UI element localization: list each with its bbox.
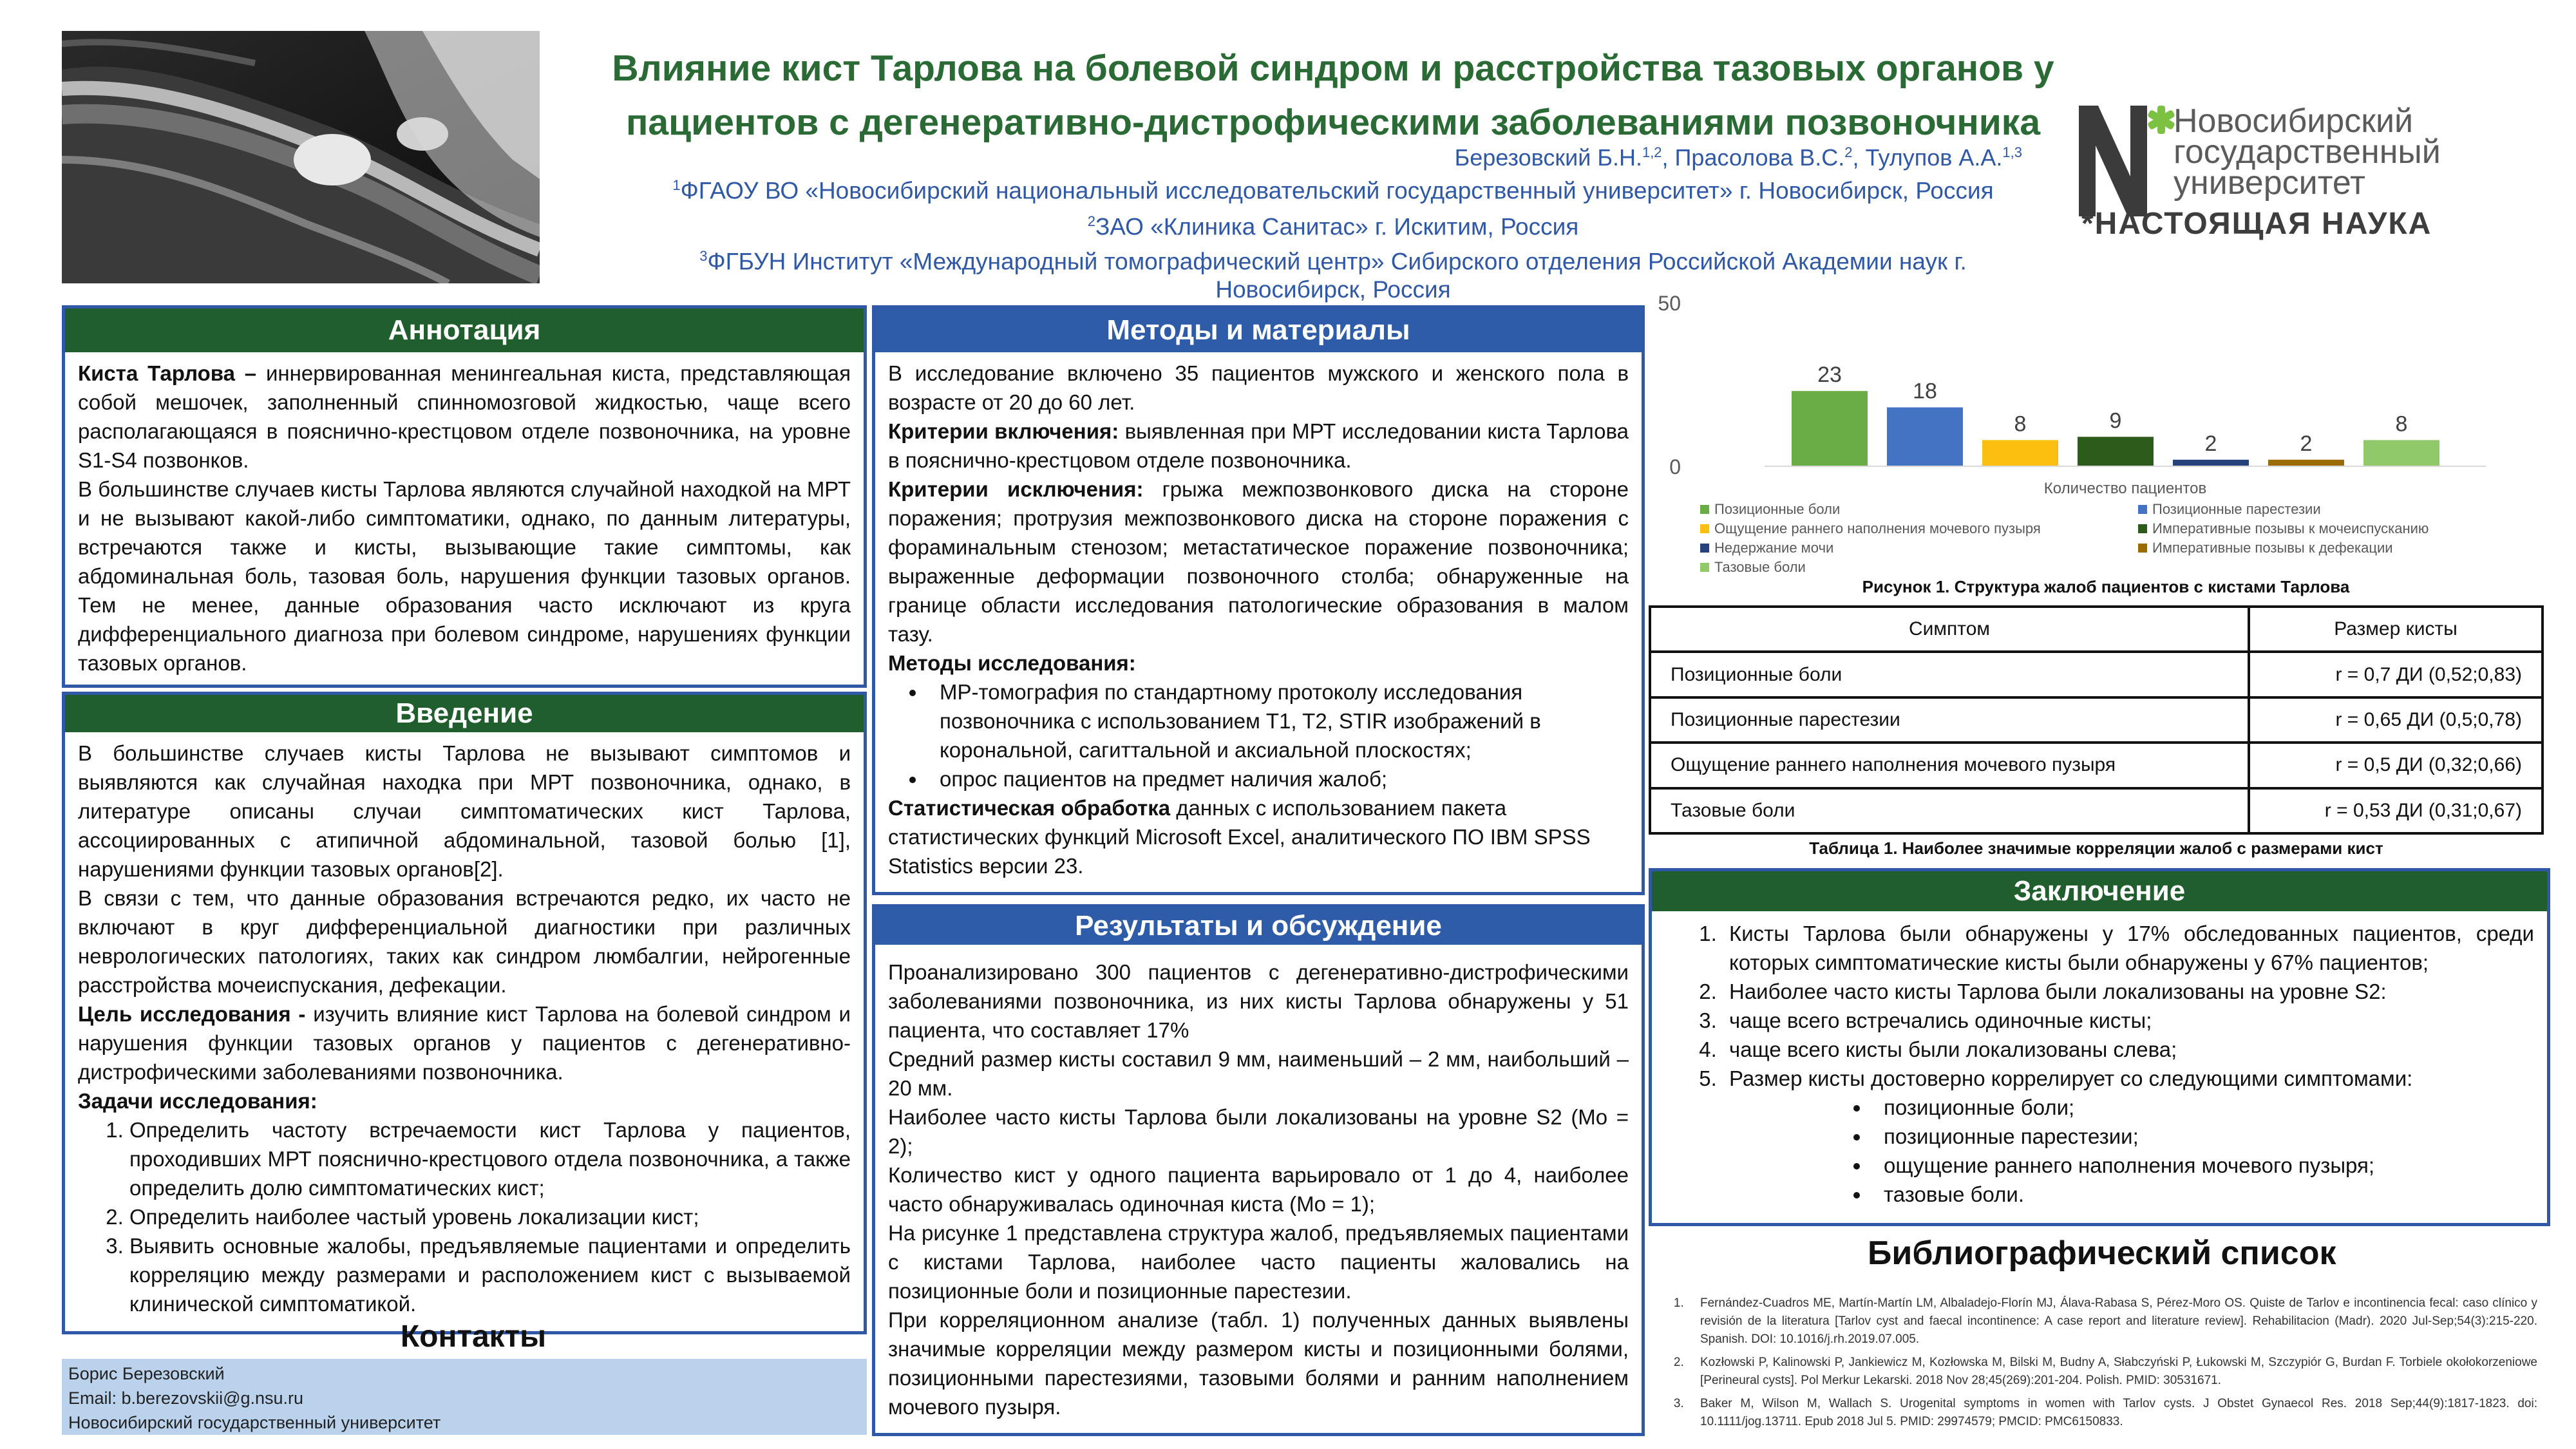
intro-body	[65, 732, 864, 1331]
annotation-p2: В большинстве случаев кисты Тарлова являются случайной находкой на МРТ и не вызывают какой-либо симптоматики, однако, по данным литературы, встречаются также и кисты, вызывающие такие симптомы, как абдоминальная боль, тазовая боль, нарушения функции тазовых органов. Тем не менее, данные образования часто исключают из круга дифференциального диагноза при болевом синдроме, нарушениях функции тазовых органов.	[78, 477, 851, 675]
logo-text	[2174, 102, 2441, 202]
data-label: 2	[2300, 431, 2313, 456]
contact-name: Борис Березовский	[68, 1364, 225, 1383]
contact-email[interactable]: Email: b.berezovskii@g.nsu.ru	[68, 1388, 304, 1408]
table-cell: Позиционные боли	[1650, 652, 2249, 697]
affiliation-3-text: ФГБУН Институт «Международный томографический центр» Сибирского отделения Российской Академии наук г.	[707, 248, 1967, 275]
table-header: Симптом	[1650, 607, 2249, 652]
logo-line-1: Новосибирский	[2174, 102, 2414, 140]
intro-p1: В большинстве случаев кисты Тарлова не вызывают симптомов и выявляются как случайная находка при МРТ позвоночника, однако, в литературе описаны случаи симптоматических кист Тарлова, ассоциированных с атипичной абдоминальной, тазовой болью [1], нарушениями функции тазовых органов[2].	[78, 741, 851, 881]
legend-entry: Ощущение раннего наполнения мочевого пузыря	[1714, 520, 2041, 536]
stat-text: данных с использованием пакета статистических функций Microsoft Excel, аналитического ПО IBM SPSS Statistics версии 23.	[888, 796, 1591, 878]
methods-list	[888, 677, 1629, 793]
methods-body	[875, 352, 1642, 892]
legend-swatch	[1700, 544, 1709, 553]
reference-item: 1. Fernández-Cuadros ME, Martín-Martín LM, Albaladejo-Florín MJ, Álava-Rabasa S, Pérez-Moro OS. Quiste de Tarlov e incontinencia fecal: caso clínico y revisión de la literatura [Tarlov cyst and faecal incontinence: A case report and literature review]. Rehabilitacion (Madr). 2020 Jul-Sep;54(3):215-220. Spanish. DOI: 10.1016/j.rh.2019.07.005.	[1687, 1294, 2537, 1349]
conclusion-list	[1665, 919, 2534, 1093]
title-line-1: Влияние кист Тарлова на болевой синдром и расстройства тазовых органов у	[612, 48, 2054, 89]
table	[1649, 605, 2544, 835]
table-cell: r = 0,7 ДИ (0,52;0,83)	[2249, 652, 2543, 697]
affiliation-2-text: ЗАО «Клиника Санитас» г. Искитим, Россия	[1095, 213, 1579, 240]
list-item: 1. Определить частоту встречаемости кист Тарлова у пациентов, проходивших МРТ пояснично-крестцового отдела позвоночника, а также определить долю симптоматических кист;	[129, 1115, 851, 1202]
affiliation-2	[554, 205, 2112, 243]
conclusion-sublist	[1665, 1093, 2534, 1209]
intro-panel	[62, 692, 867, 1334]
legend-swatch	[2138, 524, 2147, 533]
table-cell: Ощущение раннего наполнения мочевого пузыря	[1650, 743, 2249, 788]
chart-bar	[1887, 408, 1963, 466]
intro-tasks-heading: Задачи исследования:	[78, 1089, 317, 1113]
intro-p2: В связи с тем, что данные образования встречаются редко, их часто не включают в круг дифференциальной диагностики при различных неврологических патологиях, таких как синдром люмбалгии, нейрогенные расстройства мочеиспускания, дефекации.	[78, 886, 851, 997]
conclusion-body	[1652, 911, 2547, 1223]
results-p5: На рисунке 1 представлена структура жалоб, предъявляемых пациентами с кистами Тарлова, наиболее часто пациенты жаловались на позиционные боли и позиционные парестезии.	[888, 1221, 1629, 1303]
intro-aim-label: Цель исследования -	[78, 1002, 306, 1026]
annotation-body	[65, 352, 864, 685]
annotation-p1-text: иннервированная менингеальная киста, представляющая собой мешочек, заполненный спинномозговой жидкостью, чаще всего располагающаяся в пояснично-крестцовом отделе позвоночника, на уровне S1-S4 позвонков.	[78, 361, 851, 472]
table-cell: r = 0,5 ДИ (0,32;0,66)	[2249, 743, 2543, 788]
legend-swatch	[1700, 563, 1709, 572]
contacts-box	[62, 1359, 867, 1435]
list-item: • МР-томография по стандартному протоколу исследования позвоночника с использованием T1, T2, STIR изображений в корональной, сагиттальной и аксиальной плоскостях;	[927, 677, 1629, 764]
list-item: • тазовые боли.	[1871, 1180, 2534, 1209]
list-item: 4. чаще всего кисты были локализованы слева;	[1723, 1035, 2534, 1064]
poster-title	[554, 41, 2112, 149]
methods-mm-heading: Методы исследования:	[888, 651, 1136, 675]
legend-swatch	[2138, 505, 2147, 514]
contacts-heading: Контакты	[400, 1320, 547, 1354]
data-label: 2	[2204, 431, 2217, 456]
legend-entry: Императивные позывы к мочеиспусканию	[2152, 520, 2429, 536]
chart-bar	[2078, 437, 2154, 466]
legend-entry: Императивные позывы к дефекации	[2152, 540, 2393, 556]
table-header-row	[1650, 607, 2543, 652]
bibliography-list	[1649, 1294, 2537, 1436]
contact-org: Новосибирский государственный университет	[68, 1413, 441, 1432]
methods-exclusion	[888, 475, 1629, 649]
results-p1: Проанализировано 300 пациентов с дегенеративно-дистрофическими заболеваниями позвоночника, из них кисты Тарлова обнаружены у 51 пациента, что составляет 17%	[888, 960, 1629, 1042]
list-item: • опрос пациентов на предмет наличия жалоб;	[927, 764, 1629, 793]
inclusion-text: выявленная при МРТ исследовании киста Тарлова в пояснично-крестцовом отделе позвоночника.	[888, 419, 1629, 472]
list-item: • позиционные боли;	[1871, 1093, 2534, 1122]
legend-entry: Позиционные боли	[1714, 501, 1841, 517]
conclusion-panel	[1649, 868, 2550, 1226]
reference-item: 2. Kozłowski P, Kalinowski P, Jankiewicz M, Kozłowska M, Bilski M, Budny A, Słabczyński P, Łukowski M, Szczypiór G, Burdan F. Torbiele okołokorzeniowe [Perineural cysts]. Pol Merkur Lekarski. 2018 Nov 28;45(269):201-204. Polish. PMID: 30531671.	[1687, 1354, 2537, 1390]
author-1-sup: 1,2	[1642, 144, 1662, 160]
author-1: Березовский Б.Н.	[1454, 144, 1642, 171]
table-row	[1650, 788, 2543, 833]
legend-entry: Позиционные парестезии	[2152, 501, 2321, 517]
results-p2: Средний размер кисты составил 9 мм, наименьший – 2 мм, наибольший – 20 мм.	[888, 1047, 1629, 1100]
data-label: 8	[2014, 412, 2027, 437]
figure-caption: Рисунок 1. Структура жалоб пациентов с кистами Тарлова	[1862, 577, 2350, 596]
affiliation-1-sup: 1	[672, 177, 681, 193]
nsu-logo-icon	[2079, 106, 2147, 216]
results-body	[875, 945, 1642, 1433]
annotation-panel	[62, 305, 867, 688]
chart-bar	[2173, 460, 2249, 466]
chart-bar	[1982, 440, 2058, 466]
chart-bar	[1792, 391, 1868, 466]
table-cell: r = 0,53 ДИ (0,31;0,67)	[2249, 788, 2543, 833]
y-tick-label: 0	[1669, 455, 1681, 478]
methods-inclusion	[888, 417, 1629, 475]
annotation-heading: Аннотация	[65, 308, 864, 352]
conclusion-heading: Заключение	[1652, 871, 2547, 911]
author-2: , Прасолова В.С.	[1662, 144, 1845, 171]
annotation-p1	[78, 359, 851, 475]
methods-p1: В исследование включено 35 пациентов мужского и женского пола в возрасте от 20 до 60 лет.	[888, 361, 1629, 414]
bibliography-heading: Библиографический список	[1868, 1235, 2336, 1272]
table-caption: Таблица 1. Наиболее значимые корреляции жалоб с размерами кист	[1809, 838, 2383, 858]
list-item: 3. чаще всего встречались одиночные кисты;	[1723, 1006, 2534, 1035]
results-p3: Наиболее часто кисты Тарлова были локализованы на уровне S2 (Mo = 2);	[888, 1105, 1629, 1158]
methods-stat	[888, 793, 1629, 880]
list-item: 1. Кисты Тарлова были обнаружены у 17% обследованных пациентов, среди которых симптоматические кисты были обнаружены у 67% пациентов;	[1723, 919, 2534, 977]
affiliation-2-sup: 2	[1087, 213, 1095, 229]
exclusion-text: грыжа межпозвонкового диска на стороне поражения; протрузия межпозвонкового диска на стороне поражения с фораминальным стенозом; метастатическое поражение позвоночника; выраженные деформации позвоночного столба; обнаруженные на границе области исследования патологические образования в малом тазу.	[888, 477, 1629, 646]
affiliation-3-line-2: Новосибирск, Россия	[1215, 276, 1451, 303]
table-cell: Позиционные парестезии	[1650, 697, 2249, 743]
legend-swatch	[1700, 505, 1709, 514]
intro-aim	[78, 999, 851, 1086]
stat-label: Статистическая обработка	[888, 796, 1171, 820]
affiliation-3-sup: 3	[699, 248, 708, 264]
affiliation-1-text: ФГАОУ ВО «Новосибирский национальный исследовательский государственный университет» г. Новосибирск, Россия	[680, 177, 1994, 204]
results-panel	[872, 904, 1645, 1436]
legend-swatch	[1700, 524, 1709, 533]
table-row	[1650, 697, 2543, 743]
table-cell: r = 0,65 ДИ (0,5;0,78)	[2249, 697, 2543, 743]
table-header: Размер кисты	[2249, 607, 2543, 652]
mri-image	[62, 31, 540, 283]
list-item: 2. Определить наиболее частый уровень локализации кист;	[129, 1202, 851, 1231]
affiliation-1	[554, 169, 2112, 207]
authors	[554, 138, 2022, 173]
table-cell: Тазовые боли	[1650, 788, 2249, 833]
list-item: 5. Размер кисты достоверно коррелирует со следующими симптомами:	[1723, 1064, 2534, 1093]
reference-item: 3. Baker M, Wilson M, Wallach S. Urogenital symptoms in women with Tarlov cysts. J Obstet Gynaecol Res. 2018 Sep;44(9):1817-1823. doi: 10.1111/jog.13711. Epub 2018 Jul 5. PMID: 29974579; PMCID: PMC6150833.	[1687, 1395, 2537, 1431]
table-row	[1650, 743, 2543, 788]
methods-heading: Методы и материалы	[875, 308, 1642, 352]
chart-bar	[2363, 440, 2439, 466]
annotation-term: Киста Тарлова –	[78, 361, 257, 385]
y-tick-label: 50	[1658, 292, 1681, 315]
data-label: 23	[1817, 363, 1842, 388]
logo-line-3: университет	[2174, 164, 2365, 202]
intro-aim-text: изучить влияние кист Тарлова на болевой синдром и нарушения функции тазовых органов у пациентов с дегенеративно-дистрофическими заболеваниями позвоночника.	[78, 1002, 851, 1084]
data-label: 9	[2109, 408, 2122, 433]
title-line-2: пациентов с дегенеративно-дистрофическими заболеваниями позвоночника	[625, 102, 2041, 143]
data-label: 8	[2395, 412, 2408, 437]
chart-bar	[2268, 460, 2344, 466]
list-item: • позиционные парестезии;	[1871, 1122, 2534, 1151]
methods-panel	[872, 305, 1645, 895]
legend-entry: Недержание мочи	[1714, 540, 1834, 556]
table-row	[1650, 652, 2543, 697]
list-item: • ощущение раннего наполнения мочевого пузыря;	[1871, 1151, 2534, 1180]
list-item: 2. Наиболее часто кисты Тарлова были локализованы на уровне S2:	[1723, 977, 2534, 1006]
data-label: 18	[1913, 379, 1937, 404]
correlation-table	[1649, 605, 2544, 835]
complaints-chart	[1649, 283, 2563, 586]
logo-line-2: государственный	[2174, 133, 2441, 171]
x-axis-label: Количество пациентов	[2043, 480, 2207, 497]
legend-swatch	[2138, 544, 2147, 553]
logo-slogan: *НАСТОЯЩАЯ НАУКА	[2081, 207, 2432, 241]
legend-entry: Тазовые боли	[1714, 559, 1806, 575]
intro-tasks-list	[78, 1115, 851, 1318]
results-p4: Количество кист у одного пациента варьировало от 1 до 4, наиболее часто обнаруживалась одиночная киста (Mo = 1);	[888, 1163, 1629, 1216]
results-p6: При корреляционном анализе (табл. 1) полученных данных выявлены значимые корреляции между размером кисты и позиционными болями, позиционными парестезиями, тазовыми болями и ранним наполнением мочевого пузыря.	[888, 1308, 1629, 1419]
list-item: 3. Выявить основные жалобы, предъявляемые пациентами и определить корреляцию между размерами и расположением кист с вызываемой клинической симптоматикой.	[129, 1231, 851, 1318]
exclusion-label: Критерии исключения:	[888, 477, 1144, 501]
author-3-sup: 1,3	[2002, 144, 2022, 160]
results-heading: Результаты и обсуждение	[875, 907, 1642, 945]
author-3: , Тулупов А.А.	[1852, 144, 2003, 171]
author-2-sup: 2	[1844, 144, 1853, 160]
inclusion-label: Критерии включения:	[888, 419, 1119, 443]
intro-heading: Введение	[65, 695, 864, 732]
chart-svg	[1649, 283, 2563, 586]
